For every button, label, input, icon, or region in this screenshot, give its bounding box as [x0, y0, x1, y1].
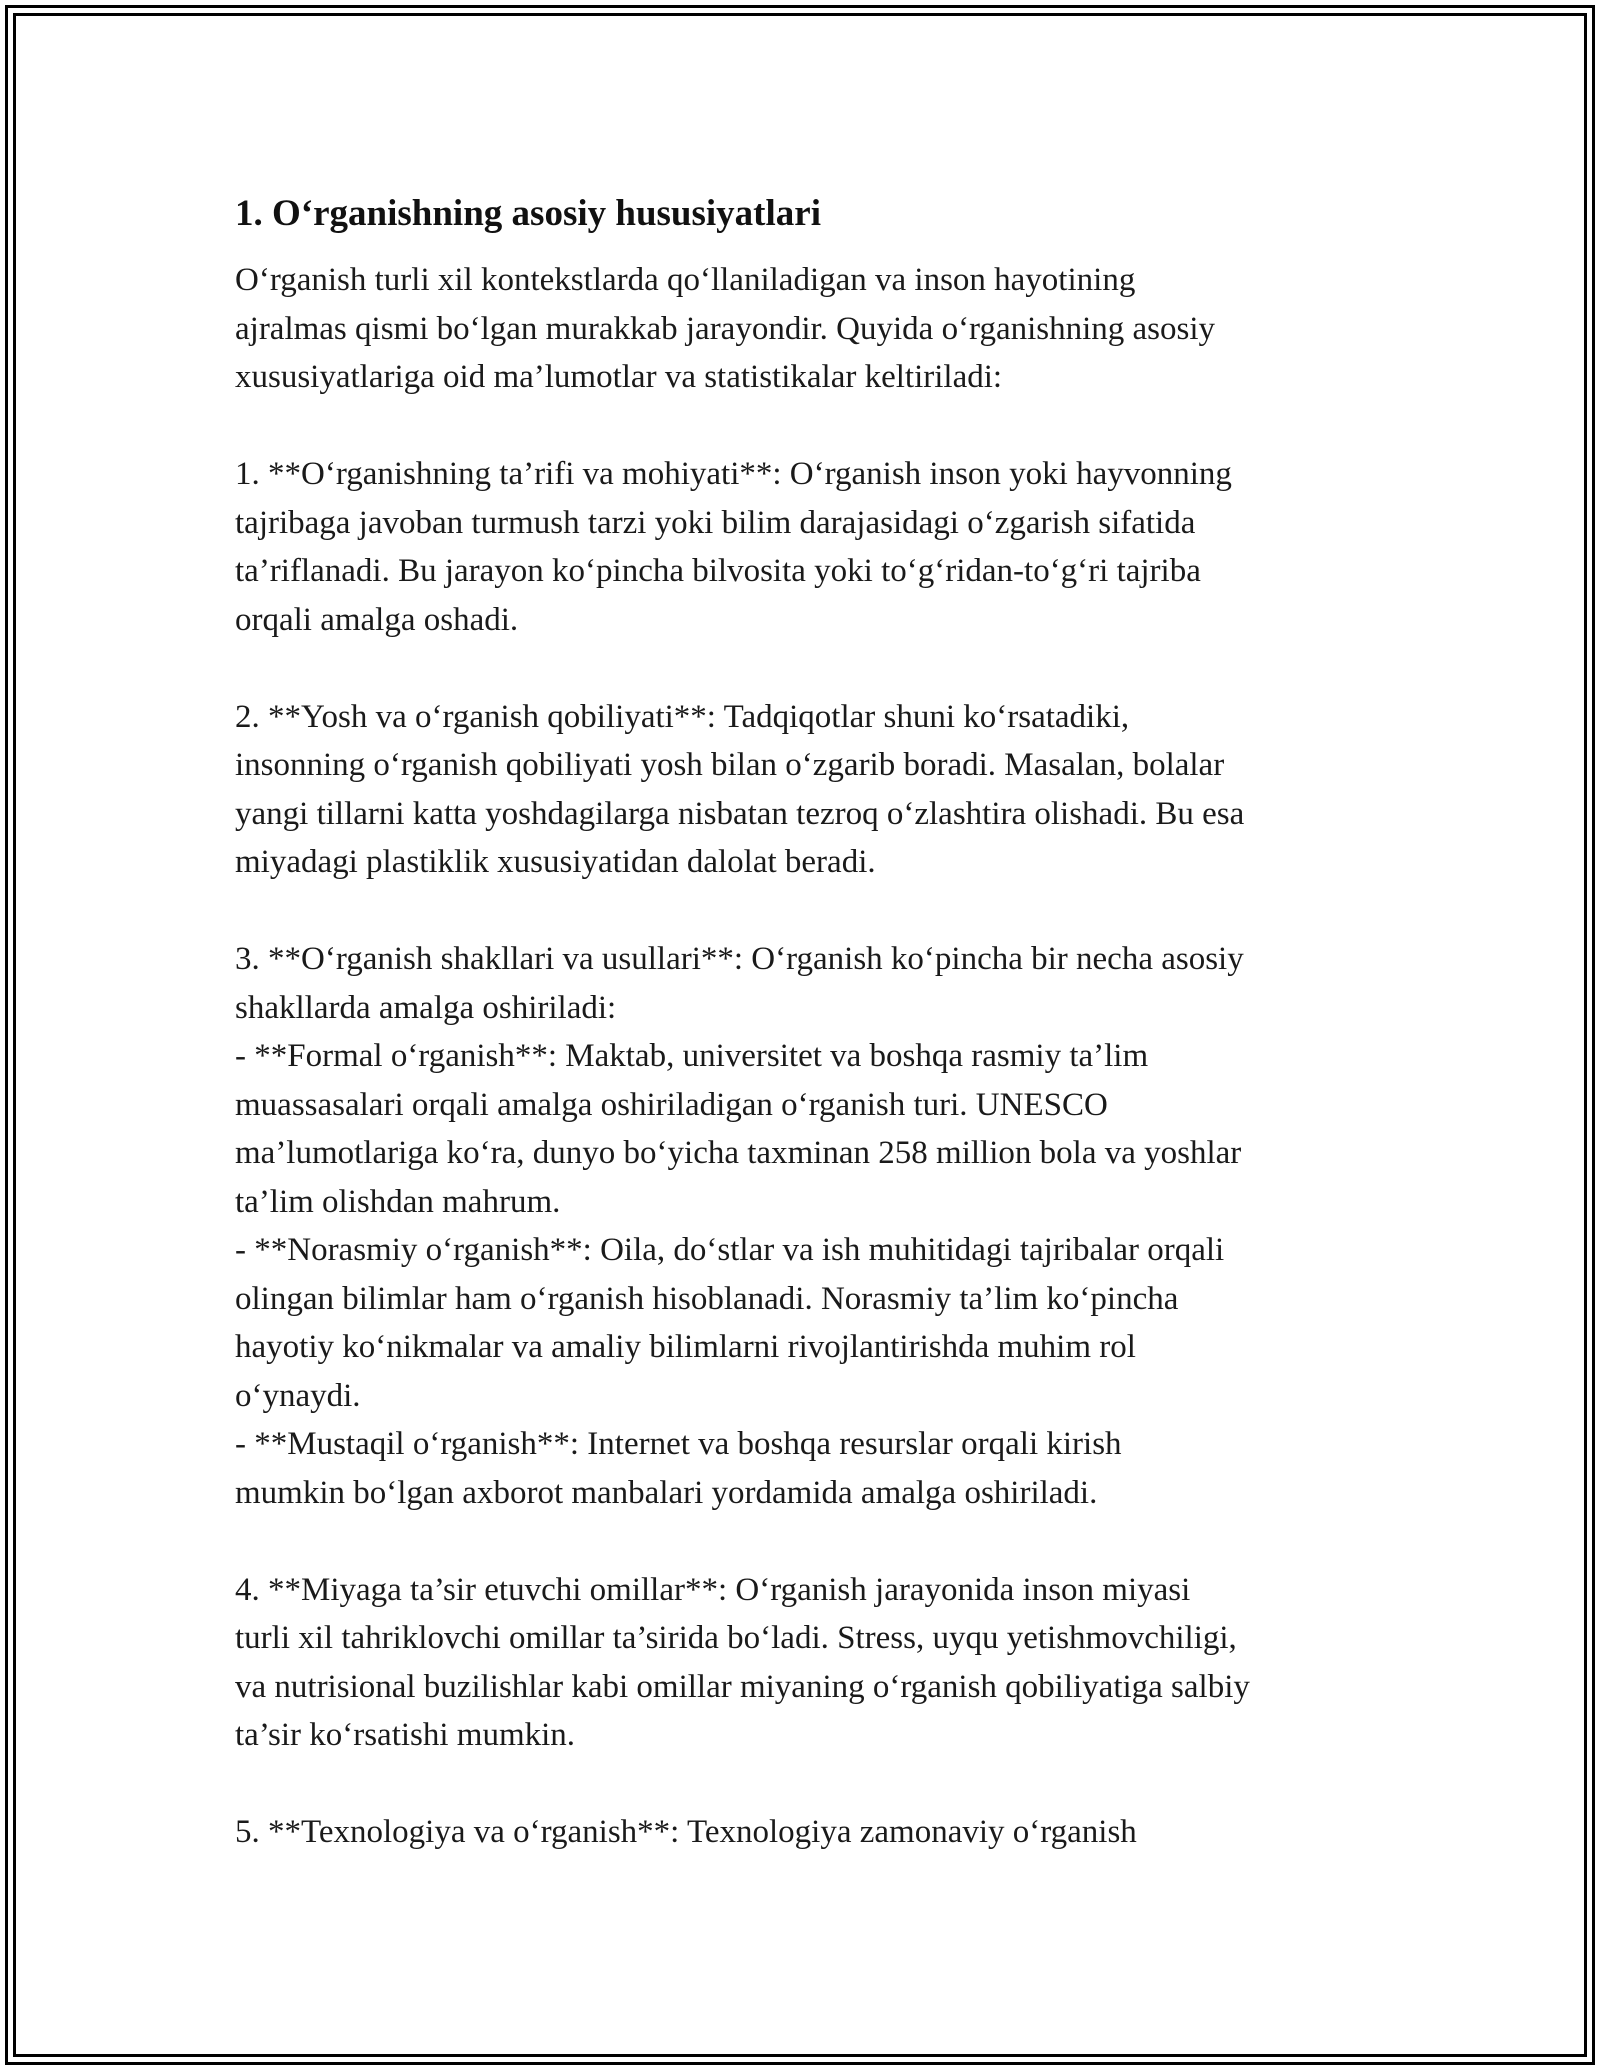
list-item-forms: 3. **O‘rganish shakllari va usullari**: O‘rganish ko‘pincha bir necha asosiy shakllarda amalga oshiriladi: - **Formal o‘rganish**: Maktab, universitet va boshqa rasmiy ta’lim muassasalari orqali amalga oshiriladigan o‘rganish turi. UNESCO ma’lumotlariga ko‘ra, dunyo bo‘yicha taxminan 258 million bola va yoshlar ta’lim olishdan mahrum. - **Norasmiy o‘rganish**: Oila, do‘stlar va ish muhitidagi tajribalar orqali olingan bilimlar ham o‘rganish hisoblanadi. Norasmiy ta’lim ko‘pincha hayotiy ko‘nikmalar va amaliy bilimlarni rivojlantirishda muhim rol o‘ynaydi. - **Mustaqil o‘rganish**: Internet va boshqa resurslar orqali kirish mumkin bo‘lgan axborot manbalari yordamida amalga oshiriladi. — [235, 941, 1244, 1511]
list-item-age: 2. **Yosh va o‘rganish qobiliyati**: Tadqiqotlar shuni ko‘rsatadiki, insonning o‘rganish qobiliyati yosh bilan o‘zgarib boradi. Masalan, bolalar yangi tillarni katta yoshdagilarga nisbatan tezroq o‘zlashtira olishadi. Bu esa miyadagi plastiklik xususiyatidan dalolat beradi. — [235, 698, 1245, 880]
list-item-definition: 1. **O‘rganishning ta’rifi va mohiyati**: O‘rganish inson yoki hayvonning tajribaga javoban turmush tarzi yoki bilim darajasidagi o‘zgarish sifatida ta’riflanadi. Bu jarayon ko‘pincha bilvosita yoki to‘g‘ridan-to‘g‘ri tajriba orqali amalga oshadi. — [235, 456, 1232, 638]
list-item-brain-factors: 4. **Miyaga ta’sir etuvchi omillar**: O‘rganish jarayonida inson miyasi turli xil tahriklovchi omillar ta’sirida bo‘ladi. Stress, uyqu yetishmovchiligi, va nutrisional buzilishlar kabi omillar miyaning o‘rganish qobiliyatiga salbiy ta’sir ko‘rsatishi mumkin. — [235, 1571, 1250, 1753]
section-heading: 1. O‘rganishning asosiy hususiyatlari — [235, 193, 821, 234]
list-item-technology: 5. **Texnologiya va o‘rganish**: Texnologiya zamonaviy o‘rganish — [235, 1814, 1137, 1850]
intro-paragraph: O‘rganish turli xil kontekstlarda qo‘llaniladigan va inson hayotining ajralmas qismi bo‘lgan murakkab jarayondir. Quyida o‘rganishning asosiy xususiyatlariga oid ma’lumotlar va statistikalar keltiriladi: — [235, 262, 1216, 395]
document-body — [235, 188, 1395, 1857]
